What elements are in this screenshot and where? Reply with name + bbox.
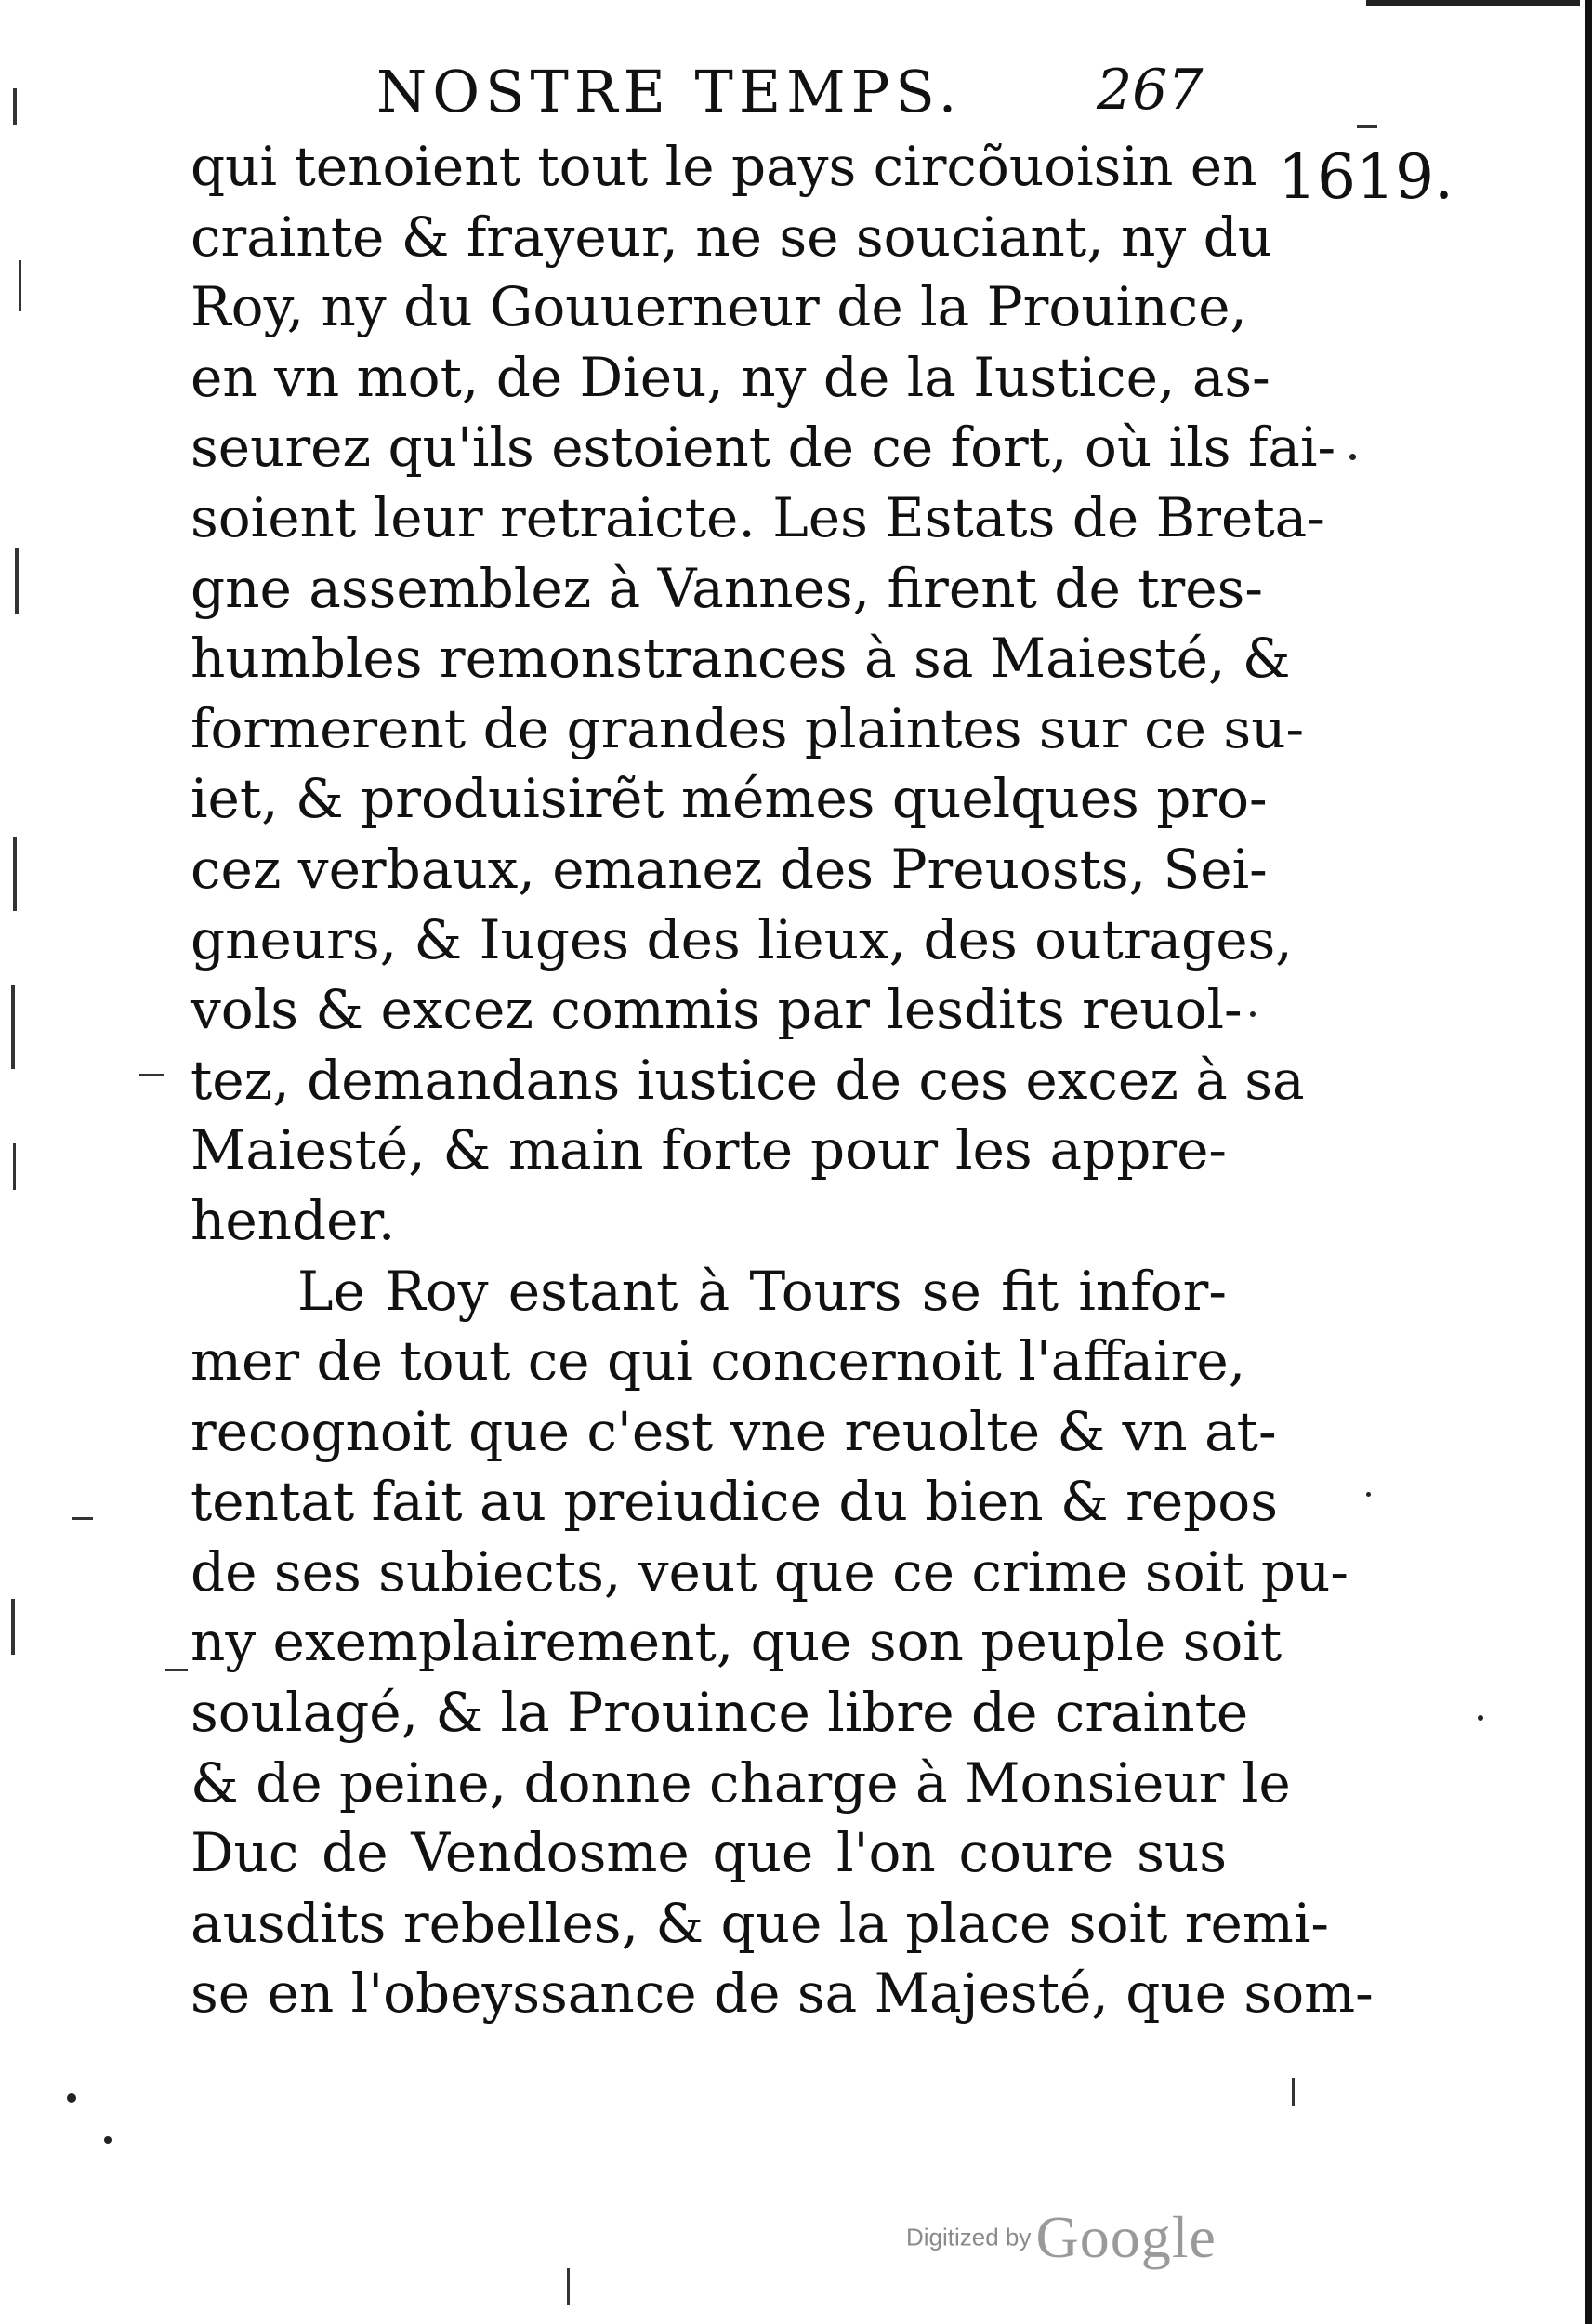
scan-speck [567,2268,570,2305]
text-line: Duc de Vendosme que l'on coure sus [191,1821,1227,1885]
text-line: vols & excez commis par lesdits reuol- [191,978,1243,1042]
running-title: NOSTRE TEMPS. [376,58,963,125]
scan-right-edge [1585,0,1592,2324]
scan-speck [104,2136,112,2144]
text-line: formerent de grandes plaintes sur ce su- [191,696,1305,760]
text-line: en vn mot, de Dieu, ny de la Iustice, as- [191,345,1270,409]
scan-speck [67,2093,76,2103]
page-number: 267 [1097,58,1204,123]
text-line: humbles remonstrances à sa Maiesté, & [191,627,1291,691]
paragraph-start-line: Le Roy estant à Tours se fit infor- [297,1259,1227,1323]
text-line: qui tenoient tout le pays circõuoisin en [191,135,1257,198]
text-line: iet, & produisirẽt mémes quelques pro- [191,767,1268,831]
text-line: ausdits rebelles, & que la place soit remi- [191,1891,1329,1955]
scan-edge-mark [1366,0,1580,6]
text-line: gneurs, & Iuges des lieux, des outrages, [191,907,1293,971]
scan-speck [1366,1492,1371,1497]
digitized-by-google-watermark [906,2203,1217,2272]
text-line: recognoit que c'est vne reuolte & vn at- [191,1399,1277,1463]
text-line: se en l'obeyssance de sa Majesté, que som- [191,1961,1374,2026]
scan-speck [13,837,17,911]
text-line: ny exemplairement, que son peuple soit [191,1610,1283,1674]
text-line: mer de tout ce qui concernoit l'affaire, [191,1329,1246,1393]
watermark-prefix: Digitized by [906,2223,1032,2251]
scan-speck [72,1517,93,1520]
text-line: cez verbaux, emanez des Preuosts, Sei- [191,837,1268,901]
text-line: tez, demandans iustice de ces excez à sa [191,1048,1305,1112]
scan-speck [1292,2078,1295,2106]
text-line: gne assemblez à Vannes, firent de tres- [191,556,1263,620]
scan-speck [11,985,15,1069]
margin-year-note: 1619. [1278,141,1454,213]
scan-speck [15,548,19,614]
text-line: de ses subiects, veut que ce crime soit pu- [191,1539,1349,1604]
scan-speck [19,260,21,311]
scan-speck [1478,1715,1483,1721]
google-logo: Google [1035,2204,1217,2270]
scan-speck [1349,454,1356,460]
scan-speck [13,1143,16,1190]
text-line: Maiesté, & main forte pour les appre- [191,1118,1227,1182]
text-line: seurez qu'ils estoient de ce fort, où ils fai- [191,416,1336,480]
text-line: crainte & frayeur, ne se souciant, ny du [191,205,1273,269]
text-line: Roy, ny du Gouuerneur de la Prouince, [191,275,1247,339]
text-line: hender. [191,1188,396,1252]
text-line: soulagé, & la Prouince libre de crainte [191,1681,1249,1745]
scan-speck [165,1669,188,1671]
scan-speck [11,1599,15,1655]
scan-speck [1357,125,1377,128]
text-line: & de peine, donne charge à Monsieur le [191,1750,1291,1815]
scan-speck [139,1074,164,1076]
scan-speck [13,88,17,125]
text-line: tentat fait au preiudice du bien & repos [191,1470,1278,1534]
scan-speck [1250,1011,1256,1017]
text-line: soient leur retraicte. Les Estats de Breta- [191,485,1325,549]
